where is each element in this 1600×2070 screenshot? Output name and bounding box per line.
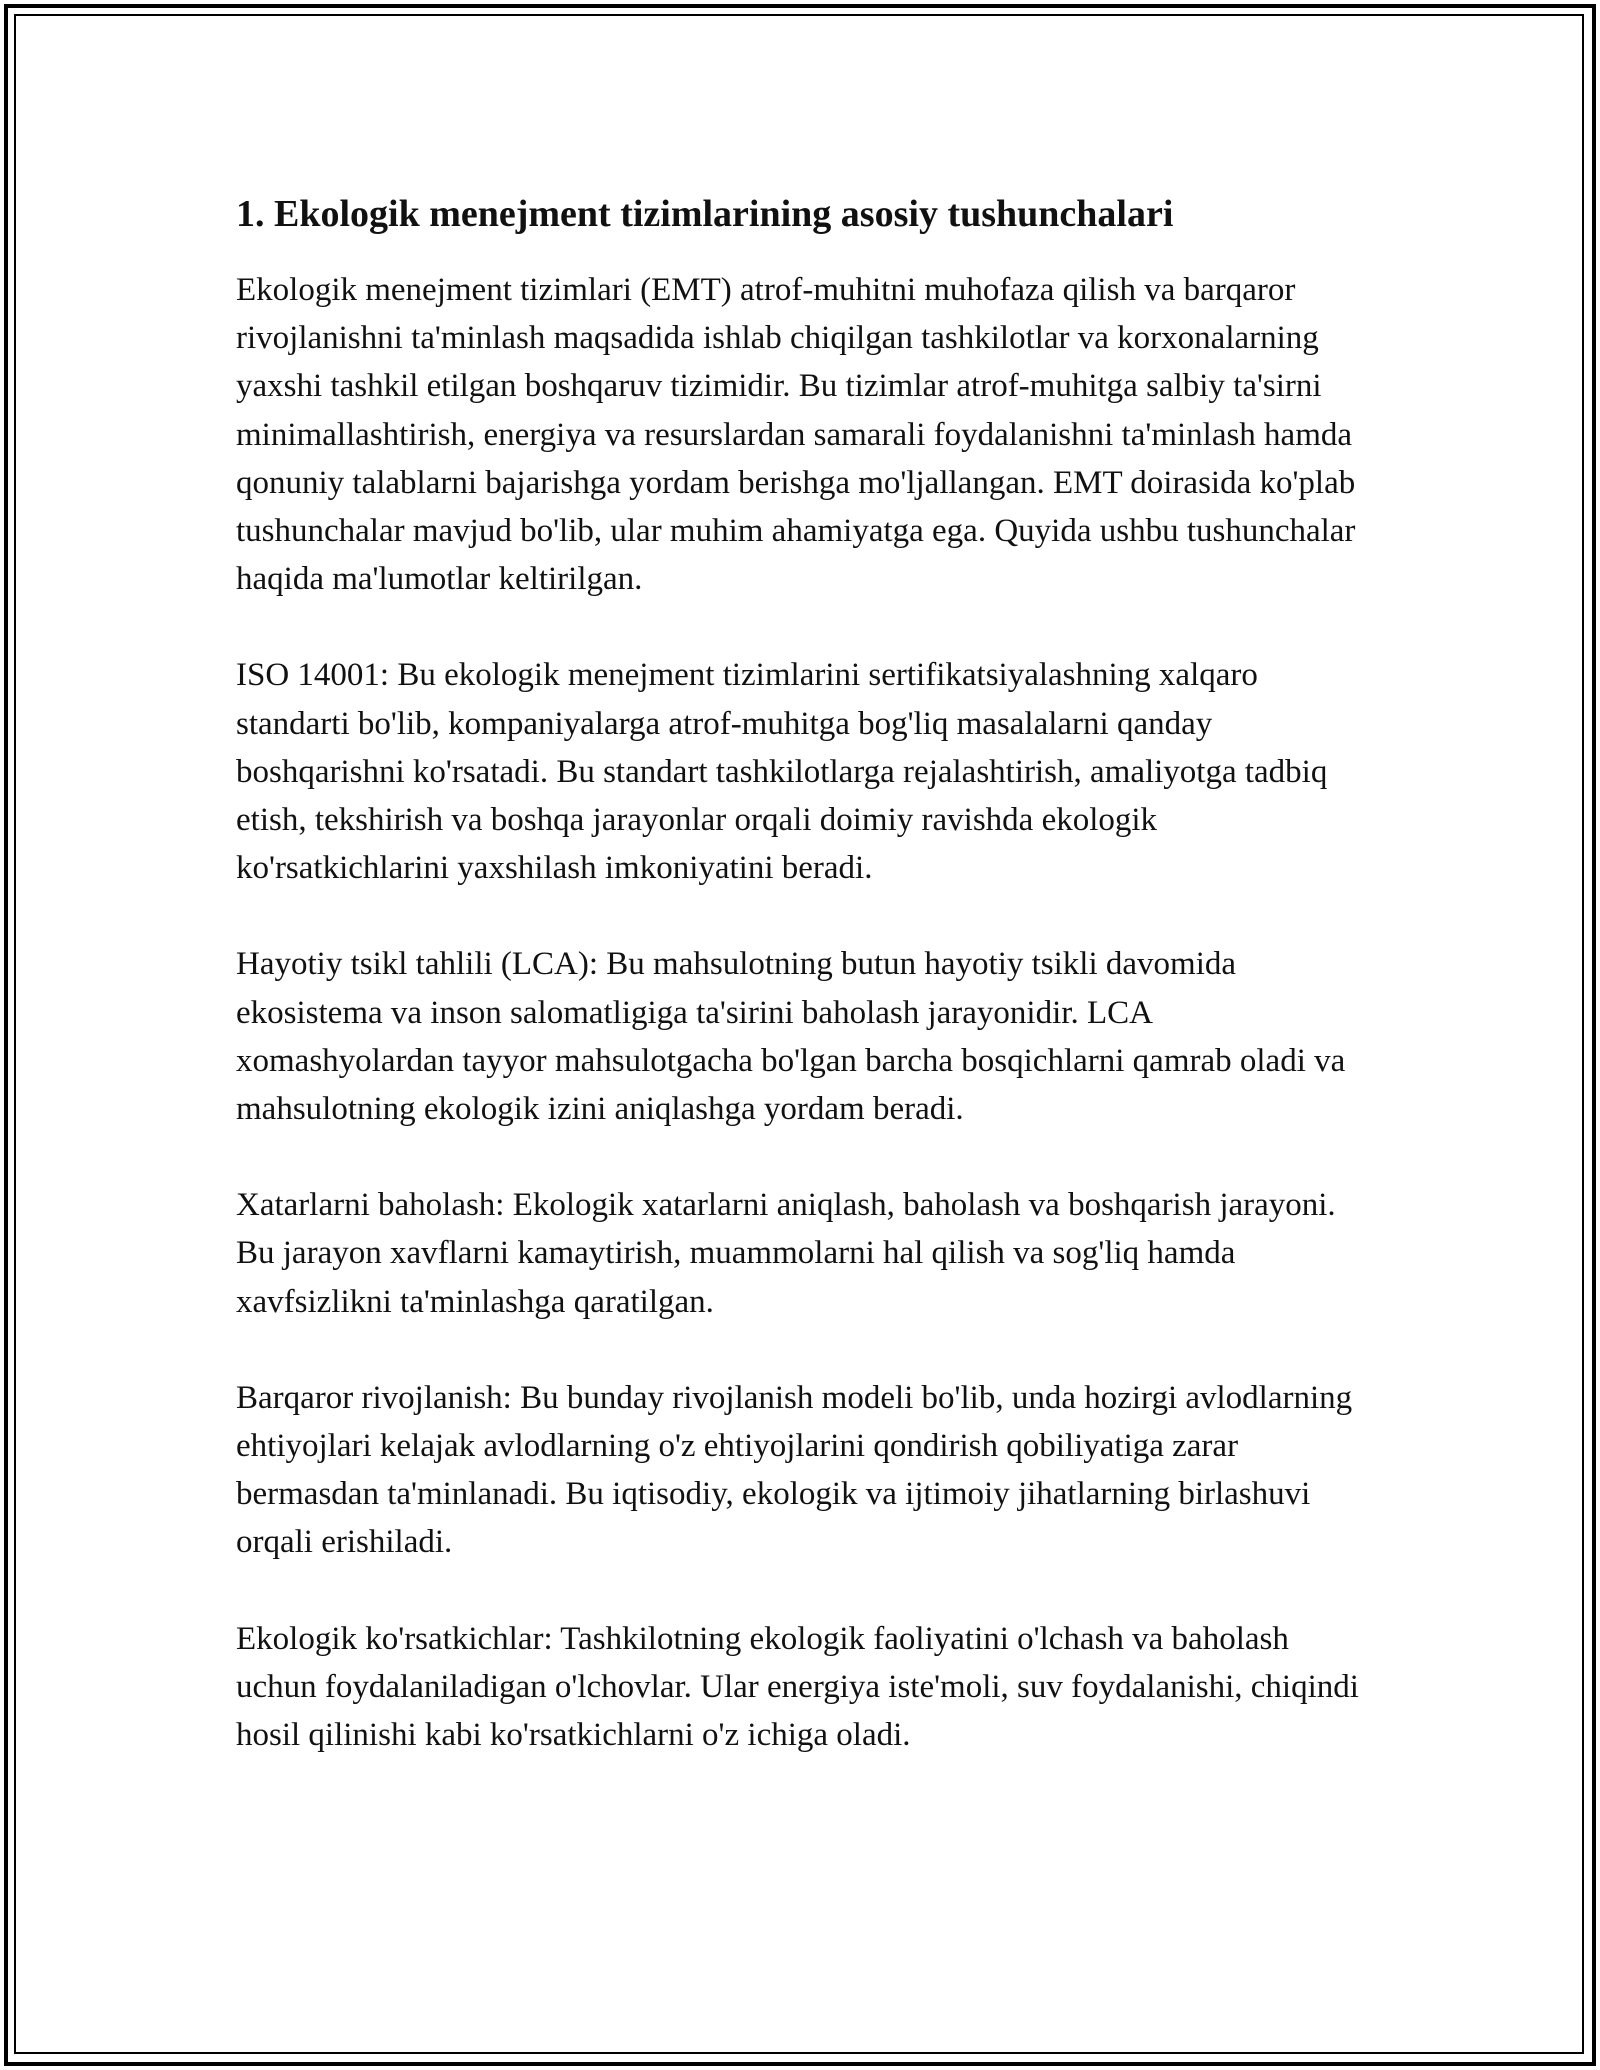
paragraph-ecological-indicators: Ekologik ko'rsatkichlar: Tashkilotning ekologik faoliyatini o'lchash va baholash uchun foydalaniladigan o'lchovlar. Ular energiya iste'moli, suv foydalanishi, chiqindi hosil qilinishi kabi ko'rsatkichlarni o'z ichiga oladi. (236, 1620, 1359, 1754)
section-heading: 1. Ekologik menejment tizimlarining asosiy tushunchalari (236, 193, 1174, 235)
paragraph-lca: Hayotiy tsikl tahlili (LCA): Bu mahsulotning butun hayotiy tsikli davomida ekosistema va inson salomatligiga ta'sirini baholash jarayonidir. LCA xomashyolardan tayyor mahsulotgacha bo'lgan barcha bosqichlarni qamrab oladi va mahsulotning ekologik izini aniqlashga yordam beradi. (236, 946, 1346, 1128)
paragraph-intro: Ekologik menejment tizimlari (EMT) atrof-muhitni muhofaza qilish va barqaror rivojlanishni ta'minlash maqsadida ishlab chiqilgan tashkilotlar va korxonalarning yaxshi tashkil etilgan boshqaruv tizimidir. Bu tizimlar atrof-muhitga salbiy ta'sirni minimallashtirish, energiya va resurslardan samarali foydalanishni ta'minlash hamda qonuniy talablarni bajarishga yordam berishga mo'ljallangan. EMT doirasida ko'plab tushunchalar mavjud bo'lib, ular muhim ahamiyatga ega. Quyida ushbu tushunchalar haqida ma'lumotlar keltirilgan. (236, 272, 1356, 598)
paragraph-sustainable-development: Barqaror rivojlanish: Bu bunday rivojlanish modeli bo'lib, unda hozirgi avlodlarning ehtiyojlari kelajak avlodlarning o'z ehtiyojlarini qondirish qobiliyatiga zarar bermasdan ta'minlanadi. Bu iqtisodiy, ekologik va ijtimoiy jihatlarning birlashuvi orqali erishiladi. (236, 1379, 1353, 1561)
document-body (236, 186, 1364, 1807)
paragraph-iso-14001: ISO 14001: Bu ekologik menejment tizimlarini sertifikatsiyalashning xalqaro standarti bo'lib, kompaniyalarga atrof-muhitga bog'liq masalalarni qanday boshqarishni ko'rsatadi. Bu standart tashkilotlarga rejalashtirish, amaliyotga tadbiq etish, tekshirish va boshqa jarayonlar orqali doimiy ravishda ekologik ko'rsatkichlarini yaxshilash imkoniyatini beradi. (236, 657, 1328, 887)
paragraph-risk-assessment: Xatarlarni baholash: Ekologik xatarlarni aniqlash, baholash va boshqarish jarayoni. Bu jarayon xavflarni kamaytirish, muammolarni hal qilish va sog'liq hamda xavfsizlikni ta'minlashga qaratilgan. (236, 1187, 1336, 1320)
